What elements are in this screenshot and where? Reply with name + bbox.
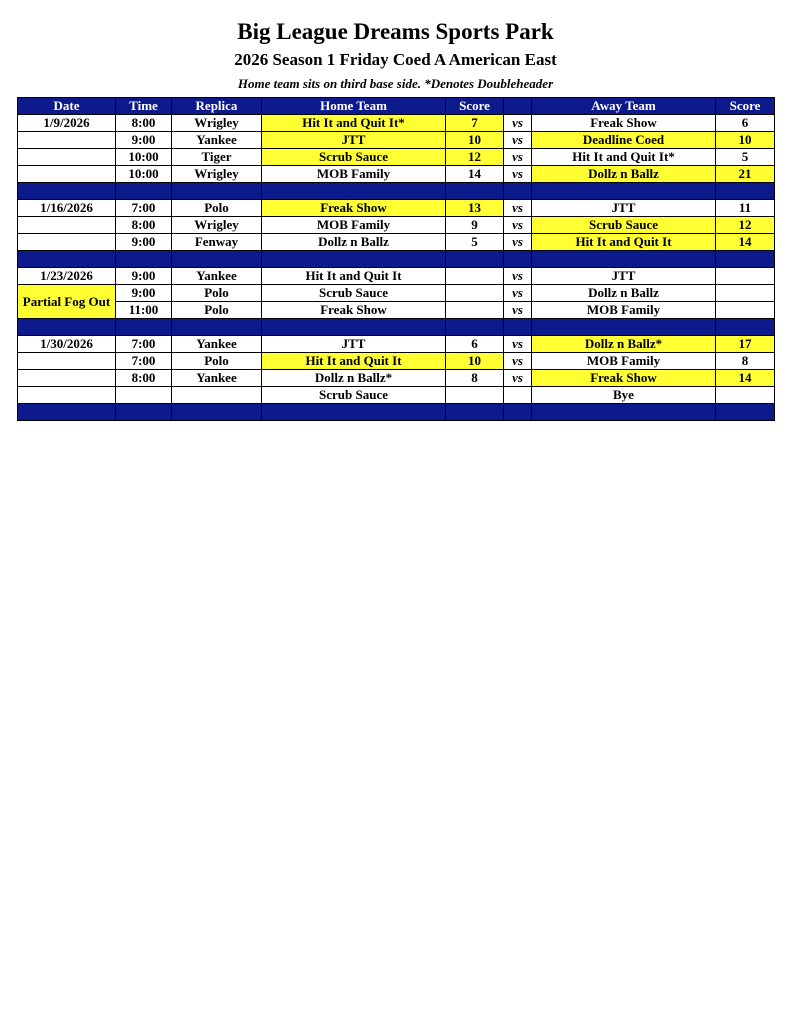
away-team-cell: JTT [532,200,716,217]
away-team-cell-winner: Dollz n Ballz [532,166,716,183]
vs-cell: vs [504,200,532,217]
bye-label-cell: Bye [532,387,716,404]
home-team-cell: MOB Family [262,166,446,183]
replica-cell: Yankee [172,268,262,285]
home-team-cell-tie: JTT [262,132,446,149]
home-score-cell [446,302,504,319]
away-score-cell: 8 [716,353,775,370]
replica-cell: Yankee [172,336,262,353]
away-score-cell-winner: 21 [716,166,775,183]
away-team-cell: Hit It and Quit It* [532,149,716,166]
home-score-cell-tie: 10 [446,132,504,149]
away-team-cell: MOB Family [532,353,716,370]
col-home-score-header: Score [446,98,504,115]
time-cell: 9:00 [116,285,172,302]
date-cell [18,132,116,149]
date-cell [18,370,116,387]
home-team-cell-winner: Freak Show [262,200,446,217]
table-row [18,166,775,183]
away-score-cell-winner: 14 [716,234,775,251]
col-replica-header: Replica [172,98,262,115]
vs-cell: vs [504,149,532,166]
home-score-cell: 9 [446,217,504,234]
header-row [18,98,775,115]
table-row [18,302,775,319]
away-team-cell: MOB Family [532,302,716,319]
vs-cell: vs [504,353,532,370]
vs-cell: vs [504,115,532,132]
replica-cell: Yankee [172,132,262,149]
replica-cell: Wrigley [172,217,262,234]
vs-cell: vs [504,217,532,234]
home-team-cell: MOB Family [262,217,446,234]
home-team-cell: Hit It and Quit It [262,268,446,285]
table-row [18,336,775,353]
replica-cell: Polo [172,302,262,319]
schedule-table [17,97,775,421]
away-score-cell: 5 [716,149,775,166]
replica-cell [172,387,262,404]
home-team-cell: JTT [262,336,446,353]
time-cell: 9:00 [116,132,172,149]
date-cell [18,149,116,166]
home-score-cell-winner: 12 [446,149,504,166]
col-home-team-header: Home Team [262,98,446,115]
home-score-cell: 5 [446,234,504,251]
replica-cell: Polo [172,353,262,370]
replica-cell: Polo [172,200,262,217]
table-row [18,285,775,302]
home-team-cell-winner: Scrub Sauce [262,149,446,166]
home-score-cell [446,268,504,285]
time-cell: 9:00 [116,268,172,285]
schedule-note: Home team sits on third base side. *Denotes Doubleheader [237,76,554,91]
fog-out-status: Partial Fog Out [18,285,116,319]
date-cell: 1/23/2026 [18,268,116,285]
col-away-score-header: Score [716,98,775,115]
away-score-cell: 6 [716,115,775,132]
date-cell [18,353,116,370]
page-title: Big League Dreams Sports Park [237,19,554,44]
col-vs-header [504,98,532,115]
away-score-cell [716,302,775,319]
replica-cell: Wrigley [172,166,262,183]
replica-cell: Yankee [172,370,262,387]
time-cell: 8:00 [116,217,172,234]
home-score-cell [446,387,504,404]
time-cell: 7:00 [116,336,172,353]
home-score-cell: 14 [446,166,504,183]
vs-cell: vs [504,268,532,285]
vs-cell: vs [504,234,532,251]
home-score-cell: 6 [446,336,504,353]
date-cell: 1/30/2026 [18,336,116,353]
time-cell: 7:00 [116,353,172,370]
time-cell: 8:00 [116,115,172,132]
time-cell: 11:00 [116,302,172,319]
time-cell: 10:00 [116,149,172,166]
week-separator-row [18,183,775,200]
time-cell: 10:00 [116,166,172,183]
col-time-header: Time [116,98,172,115]
home-score-cell-winner: 10 [446,353,504,370]
home-team-cell: Dollz n Ballz* [262,370,446,387]
table-row [18,200,775,217]
away-team-cell: Freak Show [532,115,716,132]
home-team-cell: Freak Show [262,302,446,319]
replica-cell: Tiger [172,149,262,166]
date-cell [18,166,116,183]
table-row [18,115,775,132]
vs-cell [504,387,532,404]
away-team-cell-winner: Freak Show [532,370,716,387]
bye-row [18,387,775,404]
page-subtitle: 2026 Season 1 Friday Coed A American East [234,50,557,69]
away-score-cell-winner: 12 [716,217,775,234]
home-team-cell: Dollz n Ballz [262,234,446,251]
home-score-cell-winner: 7 [446,115,504,132]
week-separator-row [18,319,775,336]
home-score-cell-winner: 13 [446,200,504,217]
home-score-cell: 8 [446,370,504,387]
time-cell: 7:00 [116,200,172,217]
vs-cell: vs [504,132,532,149]
away-score-cell [716,387,775,404]
week-separator-row [18,404,775,421]
home-team-cell-winner: Hit It and Quit It [262,353,446,370]
vs-cell: vs [504,370,532,387]
vs-cell: vs [504,285,532,302]
away-team-cell-winner: Hit It and Quit It [532,234,716,251]
date-cell: 1/9/2026 [18,115,116,132]
away-team-cell-tie: Deadline Coed [532,132,716,149]
table-row [18,353,775,370]
table-row [18,132,775,149]
away-score-cell: 11 [716,200,775,217]
replica-cell: Polo [172,285,262,302]
away-score-cell-tie: 10 [716,132,775,149]
vs-cell: vs [504,336,532,353]
date-cell [18,387,116,404]
home-team-cell: Scrub Sauce [262,285,446,302]
table-row [18,217,775,234]
away-team-cell: Dollz n Ballz [532,285,716,302]
time-cell [116,387,172,404]
table-row [18,268,775,285]
away-score-cell [716,285,775,302]
time-cell: 9:00 [116,234,172,251]
col-away-team-header: Away Team [532,98,716,115]
away-score-cell [716,268,775,285]
date-cell: 1/16/2026 [18,200,116,217]
vs-cell: vs [504,166,532,183]
col-date-header: Date [18,98,116,115]
table-row [18,234,775,251]
replica-cell: Fenway [172,234,262,251]
home-team-cell-winner: Hit It and Quit It* [262,115,446,132]
replica-cell: Wrigley [172,115,262,132]
time-cell: 8:00 [116,370,172,387]
away-team-cell: JTT [532,268,716,285]
date-cell [18,217,116,234]
away-score-cell-winner: 14 [716,370,775,387]
table-row [18,370,775,387]
away-team-cell-winner: Dollz n Ballz* [532,336,716,353]
away-team-cell-winner: Scrub Sauce [532,217,716,234]
away-score-cell-winner: 17 [716,336,775,353]
date-cell [18,234,116,251]
table-row [18,149,775,166]
bye-team-cell: Scrub Sauce [262,387,446,404]
vs-cell: vs [504,302,532,319]
home-score-cell [446,285,504,302]
week-separator-row [18,251,775,268]
